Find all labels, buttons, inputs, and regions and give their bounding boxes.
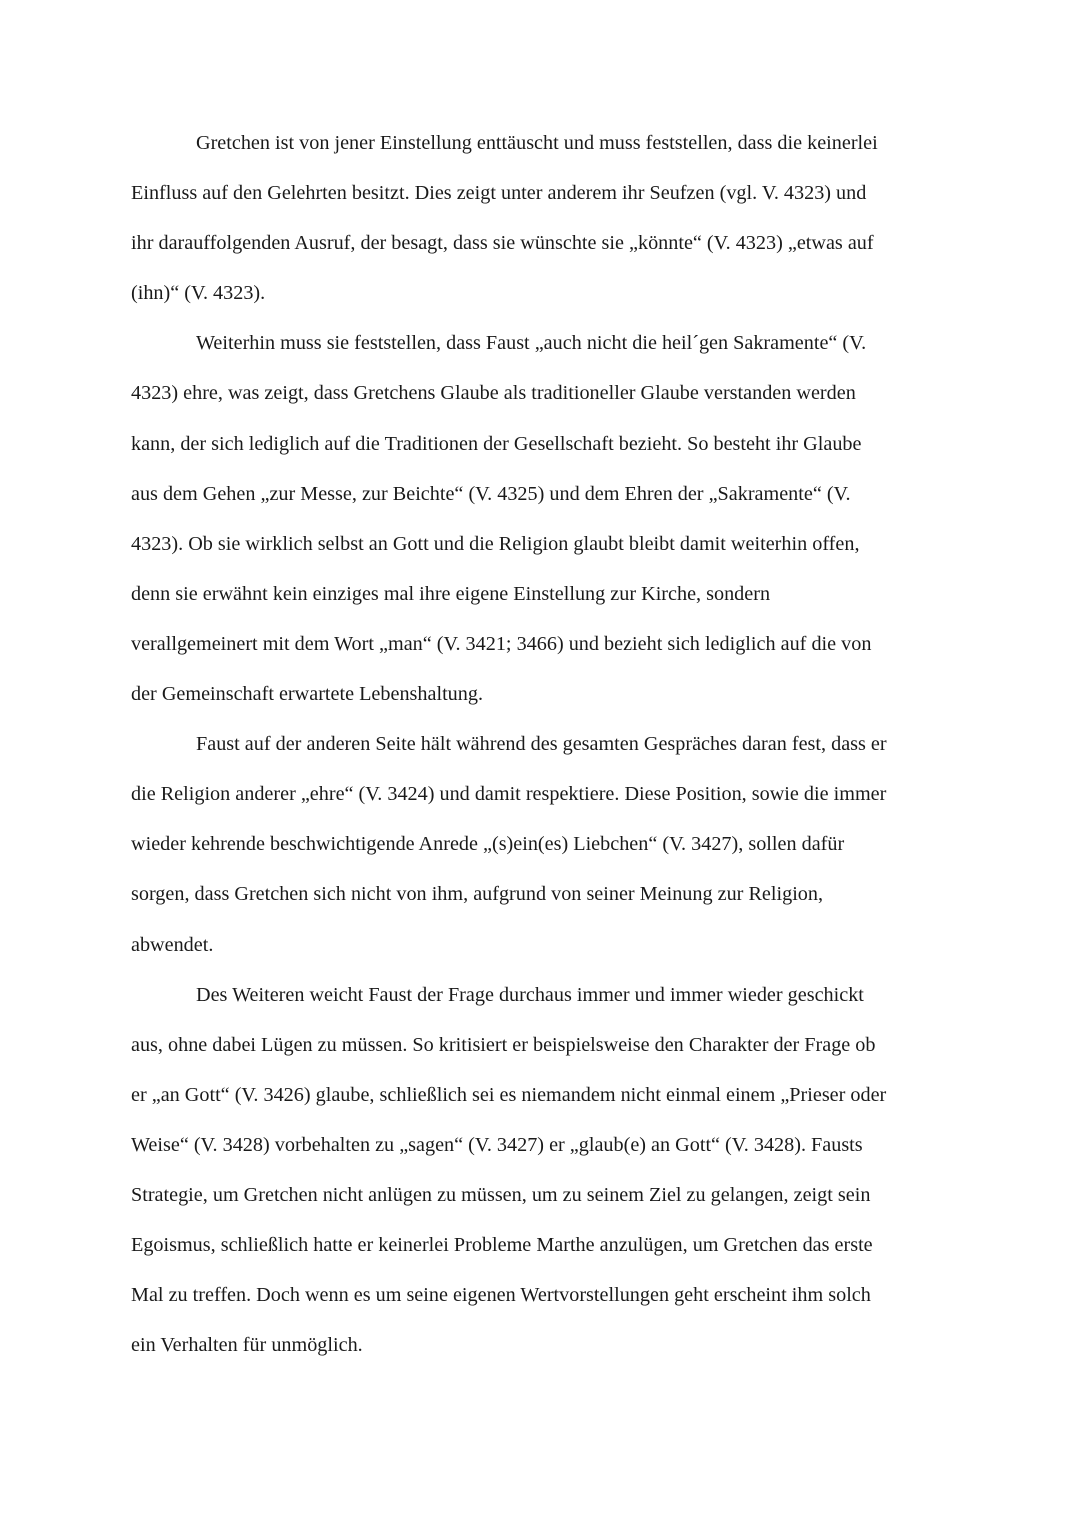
paragraph-line: (ihn)“ (V. 4323). (131, 282, 266, 305)
paragraph-line: Des Weiteren weicht Faust der Frage durchaus immer und immer wieder geschickt (196, 983, 864, 1006)
paragraph (131, 118, 956, 318)
paragraph-line: 4323). Ob sie wirklich selbst an Gott und die Religion glaubt bleibt damit weiterhin offen, (131, 532, 860, 555)
paragraph-line: Mal zu treffen. Doch wenn es um seine eigenen Wertvorstellungen geht erscheint ihm solch (131, 1284, 871, 1307)
paragraph-line: wieder kehrende beschwichtigende Anrede „(s)ein(es) Liebchen“ (V. 3427), sollen dafür (131, 833, 845, 856)
paragraph-line: der Gemeinschaft erwartete Lebenshaltung. (131, 683, 483, 706)
paragraph-line: er „an Gott“ (V. 3426) glaube, schließlich sei es niemandem nicht einmal einem „Prieser oder (131, 1083, 887, 1106)
paragraph-line: denn sie erwähnt kein einziges mal ihre eigene Einstellung zur Kirche, sondern (131, 582, 771, 605)
paragraph-line: ein Verhalten für unmöglich. (131, 1334, 363, 1357)
paragraph-line: aus dem Gehen „zur Messe, zur Beichte“ (V. 4325) und dem Ehren der „Sakramente“ (V. (131, 482, 851, 505)
paragraph-line: Faust auf der anderen Seite hält während des gesamten Gespräches daran fest, dass er (196, 733, 887, 756)
paragraph-line: Einfluss auf den Gelehrten besitzt. Dies zeigt unter anderem ihr Seufzen (vgl. V. 4323) und (131, 182, 867, 205)
paragraph-line: kann, der sich lediglich auf die Traditionen der Gesellschaft bezieht. So besteht ihr Glaube (131, 432, 862, 455)
paragraph-line: 4323) ehre, was zeigt, dass Gretchens Glaube als traditioneller Glaube verstanden werden (131, 382, 856, 405)
paragraph (131, 719, 956, 969)
document-body (131, 118, 956, 1370)
paragraph (131, 970, 956, 1371)
paragraph-line: Gretchen ist von jener Einstellung enttäuscht und muss feststellen, dass die keinerlei (196, 132, 878, 154)
paragraph-line: Strategie, um Gretchen nicht anlügen zu müssen, um zu seinem Ziel zu gelangen, zeigt sein (131, 1183, 871, 1206)
paragraph-line: Egoismus, schließlich hatte er keinerlei Probleme Marthe anzulügen, um Gretchen das erste (131, 1234, 873, 1257)
paragraph-line: sorgen, dass Gretchen sich nicht von ihm, aufgrund von seiner Meinung zur Religion, (131, 883, 824, 906)
paragraph-line: Weise“ (V. 3428) vorbehalten zu „sagen“ (V. 3427) er „glaub(e) an Gott“ (V. 3428). Fausts (131, 1133, 863, 1156)
paragraph-line: aus, ohne dabei Lügen zu müssen. So kritisiert er beispielsweise den Charakter der Frage ob (131, 1033, 876, 1056)
paragraph-line: abwendet. (131, 933, 214, 956)
paragraph (131, 318, 956, 719)
paragraph-line: verallgemeinert mit dem Wort „man“ (V. 3421; 3466) und bezieht sich lediglich auf die von (131, 632, 872, 655)
paragraph-line: ihr darauffolgenden Ausruf, der besagt, dass sie wünschte sie „könnte“ (V. 4323) „etwas auf (131, 232, 874, 255)
paragraph-line: Weiterhin muss sie feststellen, dass Faust „auch nicht die heil´gen Sakramente“ (V. (196, 332, 867, 355)
paragraph-line: die Religion anderer „ehre“ (V. 3424) und damit respektiere. Diese Position, sowie die immer (131, 783, 887, 806)
